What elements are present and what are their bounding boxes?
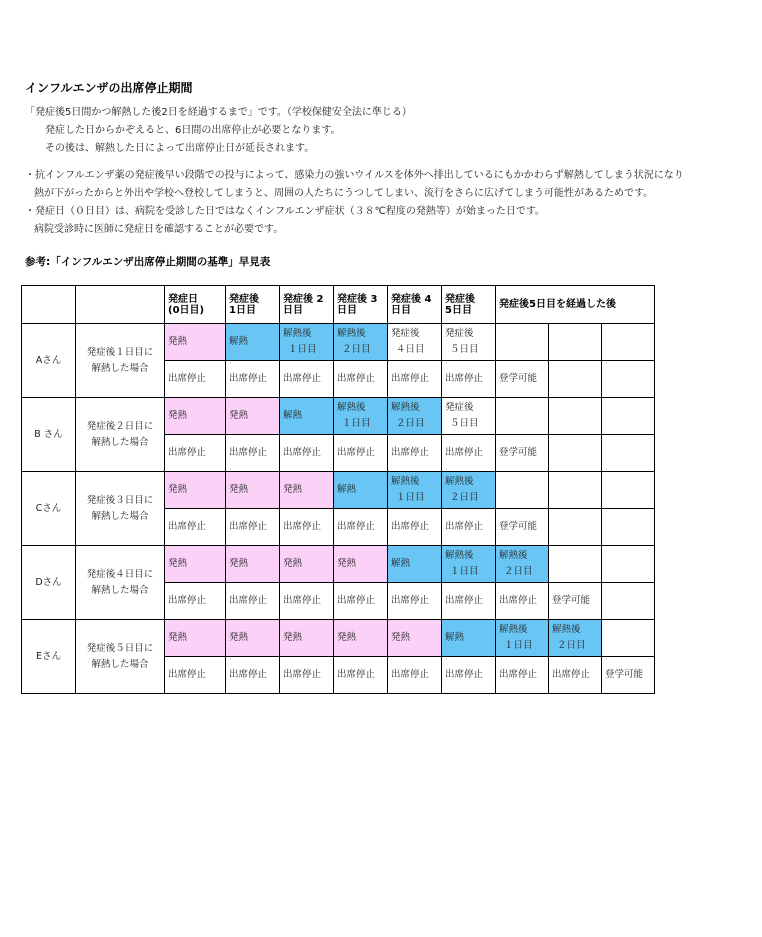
note-line-1: ・抗インフルエンザ薬の発症後早い段階での投与によって、感染力の強いウイルスを体外へ排出しているにもかかわらず解熱してしまう状況になり (25, 170, 684, 181)
intro-line-1: 「発症後5日間かつ解熱した後2日を経過するまで」です。（学校保健安全法に準じる） (25, 107, 412, 118)
attendance-cell: 出席停止 (165, 509, 226, 546)
person-description: 発症後１日目に 解熱した場合 (76, 324, 165, 398)
status-cell (549, 472, 602, 509)
status-cell: 解熱後 ２日目 (496, 546, 549, 583)
person-description: 発症後５日目に 解熱した場合 (76, 620, 165, 694)
attendance-cell: 出席停止 (496, 583, 549, 620)
status-cell: 発熱 (226, 620, 280, 657)
person-status-row (22, 472, 655, 509)
attendance-cell: 出席停止 (226, 509, 280, 546)
attendance-cell: 出席停止 (442, 361, 496, 398)
header-day-0: 発症日 (0日目) (165, 286, 226, 324)
attendance-cell: 出席停止 (165, 583, 226, 620)
status-cell: 解熱後 ２日目 (334, 324, 388, 361)
status-cell: 解熱後 ２日目 (442, 472, 496, 509)
status-cell: 解熱 (442, 620, 496, 657)
status-cell (496, 398, 549, 435)
attendance-cell: 出席停止 (226, 435, 280, 472)
note-line-4: 病院受診時に医師に発症日を確認することが必要です。 (34, 224, 284, 235)
status-cell: 発熱 (280, 546, 334, 583)
header-day-5: 発症後 5日目 (442, 286, 496, 324)
status-cell: 発熱 (388, 620, 442, 657)
person-status-row (22, 324, 655, 361)
person-status-row (22, 546, 655, 583)
person-name: Aさん (22, 324, 76, 398)
status-cell: 発症後 ４日目 (388, 324, 442, 361)
status-cell (602, 324, 655, 361)
attendance-cell: 出席停止 (165, 361, 226, 398)
attendance-cell: 出席停止 (334, 509, 388, 546)
status-cell: 解熱後 １日目 (280, 324, 334, 361)
attendance-cell (602, 583, 655, 620)
status-cell: 解熱後 ２日目 (549, 620, 602, 657)
status-cell (602, 546, 655, 583)
status-cell: 解熱 (226, 324, 280, 361)
header-day-1: 発症後 1日目 (226, 286, 280, 324)
status-cell: 発熱 (165, 472, 226, 509)
page-title: インフルエンザの出席停止期間 (25, 81, 193, 95)
attendance-cell: 出席停止 (334, 435, 388, 472)
status-cell: 発熱 (334, 620, 388, 657)
status-cell (496, 324, 549, 361)
person-description: 発症後３日目に 解熱した場合 (76, 472, 165, 546)
attendance-cell: 出席停止 (388, 361, 442, 398)
status-cell: 発熱 (280, 472, 334, 509)
status-cell: 発熱 (280, 620, 334, 657)
status-cell (602, 472, 655, 509)
header-day-3: 発症後 3 日目 (334, 286, 388, 324)
person-status-row (22, 620, 655, 657)
intro-line-3: その後は、解熱した日によって出席停止日が延長されます。 (45, 143, 315, 154)
attendance-cell: 出席停止 (280, 509, 334, 546)
status-cell (549, 398, 602, 435)
attendance-cell: 登学可能 (602, 657, 655, 694)
status-cell: 発熱 (165, 324, 226, 361)
attendance-cell: 出席停止 (388, 657, 442, 694)
status-cell: 解熱 (388, 546, 442, 583)
status-cell: 発熱 (334, 546, 388, 583)
status-cell (496, 472, 549, 509)
attendance-cell (549, 435, 602, 472)
status-cell: 発熱 (165, 620, 226, 657)
attendance-cell: 出席停止 (496, 657, 549, 694)
person-description: 発症後２日目に 解熱した場合 (76, 398, 165, 472)
status-cell (549, 324, 602, 361)
status-cell: 解熱後 １日目 (334, 398, 388, 435)
header-row (22, 286, 655, 324)
status-cell: 発症後 ５日目 (442, 398, 496, 435)
attendance-cell: 出席停止 (280, 583, 334, 620)
attendance-cell (549, 509, 602, 546)
attendance-cell: 出席停止 (334, 583, 388, 620)
attendance-cell: 出席停止 (280, 435, 334, 472)
attendance-cell: 出席停止 (549, 657, 602, 694)
intro-line-2: 発症した日からかぞえると、6日間の出席停止が必要となります。 (45, 125, 341, 136)
status-cell: 解熱後 １日目 (388, 472, 442, 509)
attendance-cell: 出席停止 (442, 657, 496, 694)
status-cell: 発熱 (226, 472, 280, 509)
status-cell (602, 620, 655, 657)
attendance-cell: 出席停止 (165, 435, 226, 472)
status-cell: 解熱 (334, 472, 388, 509)
status-cell: 発熱 (165, 398, 226, 435)
person-status-row (22, 398, 655, 435)
status-cell: 解熱後 １日目 (496, 620, 549, 657)
header-day-4: 発症後 4 日目 (388, 286, 442, 324)
attendance-cell: 出席停止 (442, 435, 496, 472)
status-cell: 解熱後 １日目 (442, 546, 496, 583)
attendance-cell: 出席停止 (334, 657, 388, 694)
attendance-cell: 出席停止 (165, 657, 226, 694)
attendance-cell: 登学可能 (496, 509, 549, 546)
table-title: 参考:「インフルエンザ出席停止期間の基準」早見表 (25, 256, 271, 268)
attendance-cell: 登学可能 (549, 583, 602, 620)
attendance-cell (602, 361, 655, 398)
status-cell: 解熱後 ２日目 (388, 398, 442, 435)
attendance-cell: 出席停止 (280, 361, 334, 398)
header-after-day-5: 発症後5日目を経過した後 (496, 286, 655, 324)
status-cell (549, 546, 602, 583)
status-cell: 発熱 (226, 398, 280, 435)
attendance-cell: 出席停止 (388, 509, 442, 546)
person-name: Dさん (22, 546, 76, 620)
status-cell: 解熱 (280, 398, 334, 435)
attendance-cell: 出席停止 (442, 583, 496, 620)
status-cell (602, 398, 655, 435)
attendance-cell (602, 435, 655, 472)
attendance-table (21, 285, 655, 694)
attendance-cell: 登学可能 (496, 435, 549, 472)
note-line-2: 熱が下がったからと外出や学校へ登校してしまうと、周囲の人たちにうつしてしまい、流行をさらに広げてしまう可能性があるためです。 (34, 188, 654, 199)
note-line-3: ・発症日（０日目）は、病院を受診した日ではなくインフルエンザ症状（３８℃程度の発熱等）が始まった日です。 (25, 206, 546, 217)
attendance-cell: 出席停止 (280, 657, 334, 694)
status-cell: 発熱 (226, 546, 280, 583)
attendance-cell (549, 361, 602, 398)
attendance-cell: 出席停止 (226, 361, 280, 398)
attendance-cell (602, 509, 655, 546)
person-name: Eさん (22, 620, 76, 694)
attendance-cell: 出席停止 (442, 509, 496, 546)
status-cell: 発熱 (165, 546, 226, 583)
status-cell: 発症後 ５日目 (442, 324, 496, 361)
attendance-cell: 出席停止 (388, 583, 442, 620)
header-blank-desc (76, 286, 165, 324)
attendance-cell: 出席停止 (334, 361, 388, 398)
person-name: Cさん (22, 472, 76, 546)
attendance-cell: 出席停止 (226, 583, 280, 620)
attendance-cell: 出席停止 (388, 435, 442, 472)
header-day-2: 発症後 2 日目 (280, 286, 334, 324)
person-description: 発症後４日目に 解熱した場合 (76, 546, 165, 620)
header-blank-person (22, 286, 76, 324)
attendance-cell: 出席停止 (226, 657, 280, 694)
attendance-cell: 登学可能 (496, 361, 549, 398)
person-name: B さん (22, 398, 76, 472)
